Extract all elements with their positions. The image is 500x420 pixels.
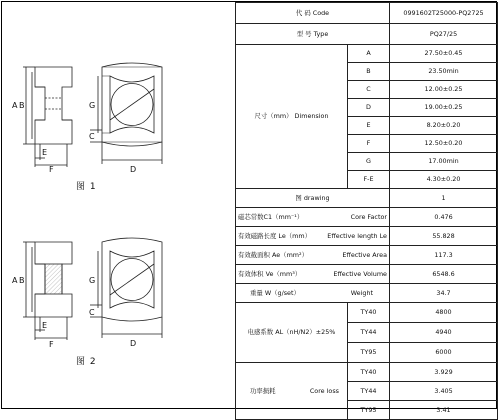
loss-en: Core loss	[309, 386, 339, 395]
dim-key: E	[348, 117, 390, 135]
row-ve	[236, 265, 498, 284]
figure-1-side-view	[23, 67, 72, 167]
type-label: 型 号 Type	[236, 24, 390, 45]
al-material: TY40	[348, 303, 390, 323]
al-label: 电感系数 AL（nH/N2）±25%	[236, 303, 348, 363]
ae-label	[236, 246, 390, 265]
al-value: 4800	[390, 303, 498, 323]
row-le	[236, 227, 498, 246]
dim-value: 4.30±0.20	[390, 171, 498, 189]
le-cn: 有效磁路长度 Le（mm）	[238, 231, 311, 240]
fig1-dim-c: C	[89, 132, 95, 141]
figure-2-side-view	[23, 242, 72, 340]
code-value: 0991602T25000-PQ2725	[390, 3, 498, 24]
dim-key: B	[348, 63, 390, 81]
fig2-dim-d: D	[130, 339, 137, 348]
dim-value: 19.00±0.25	[390, 99, 498, 117]
core-factor-cn: 磁芯常数C1（mm⁻¹）	[238, 212, 304, 221]
loss-value: 3.41	[390, 401, 498, 420]
row-code	[236, 3, 498, 24]
ve-cn: 有效体积 Ve（mm³）	[238, 269, 302, 278]
le-label	[236, 227, 390, 246]
dim-key: F-E	[348, 171, 390, 189]
dim-key: A	[348, 45, 390, 63]
dim-value: 8.20±0.20	[390, 117, 498, 135]
drawing-label: 图 drawing	[236, 189, 390, 208]
le-en: Effective length Le	[327, 231, 387, 240]
dim-value: 12.50±0.20	[390, 135, 498, 153]
fig2-dim-g: G	[89, 276, 96, 285]
fig1-dim-d: D	[130, 165, 137, 174]
loss-cn: 功率损耗	[250, 386, 276, 395]
loss-material: TY40	[348, 363, 390, 382]
dim-key: D	[348, 99, 390, 117]
fig2-dim-a: A	[12, 276, 18, 285]
code-label: 代 码 Code	[236, 3, 390, 24]
weight-cn: 重量 W（g/set）	[250, 288, 300, 297]
row-dim-a	[236, 45, 498, 63]
ae-cn: 有效截面积 Ae（mm²）	[238, 250, 308, 259]
fig1-dim-f: F	[49, 165, 54, 174]
fig1-dim-e: E	[42, 148, 48, 157]
al-material: TY95	[348, 343, 390, 363]
fig2-dim-c: C	[89, 308, 95, 317]
ae-en: Effective Area	[342, 250, 387, 259]
loss-label	[236, 363, 348, 420]
figure-1-caption: 图 1	[76, 182, 97, 192]
figure-2-front-view	[90, 238, 162, 338]
ve-value: 6548.6	[390, 265, 498, 284]
row-al-ty40	[236, 303, 498, 323]
dim-key: F	[348, 135, 390, 153]
drawings-panel	[2, 2, 235, 407]
row-core-factor	[236, 208, 498, 227]
dim-value: 27.50±0.45	[390, 45, 498, 63]
row-loss-ty40	[236, 363, 498, 382]
core-factor-value: 0.476	[390, 208, 498, 227]
row-type	[236, 24, 498, 45]
dimension-label: 尺寸（mm） Dimension	[236, 45, 348, 189]
loss-value: 3.405	[390, 382, 498, 401]
al-material: TY44	[348, 323, 390, 343]
row-weight	[236, 284, 498, 303]
type-value: PQ27/25	[390, 24, 498, 45]
spec-table	[235, 2, 498, 420]
dim-key: G	[348, 153, 390, 171]
loss-value: 3.929	[390, 363, 498, 382]
fig1-dim-b: B	[19, 101, 25, 110]
dim-value: 23.50min	[390, 63, 498, 81]
row-drawing	[236, 189, 498, 208]
figure-2-caption: 图 2	[76, 357, 97, 367]
figure-1-front-view	[90, 63, 162, 164]
row-ae	[236, 246, 498, 265]
fig1-dim-a: A	[12, 101, 18, 110]
fig2-dim-f: F	[49, 340, 54, 349]
al-value: 4940	[390, 323, 498, 343]
dim-value: 17.00min	[390, 153, 498, 171]
fig2-dim-b: B	[19, 276, 25, 285]
dim-value: 12.00±0.25	[390, 81, 498, 99]
loss-material: TY44	[348, 382, 390, 401]
core-drawings	[2, 2, 235, 407]
fig2-dim-e: E	[42, 321, 48, 330]
ve-en: Effective Volume	[333, 269, 387, 278]
ve-label	[236, 265, 390, 284]
ae-value: 117.3	[390, 246, 498, 265]
le-value: 55.828	[390, 227, 498, 246]
drawing-value: 1	[390, 189, 498, 208]
dim-key: C	[348, 81, 390, 99]
weight-label	[236, 284, 390, 303]
core-factor-en: Core Factor	[350, 212, 387, 221]
core-factor-label	[236, 208, 390, 227]
weight-value: 34.7	[390, 284, 498, 303]
fig1-dim-g: G	[89, 101, 96, 110]
weight-en: Weight	[350, 288, 373, 297]
al-value: 6000	[390, 343, 498, 363]
loss-material: TY95	[348, 401, 390, 420]
